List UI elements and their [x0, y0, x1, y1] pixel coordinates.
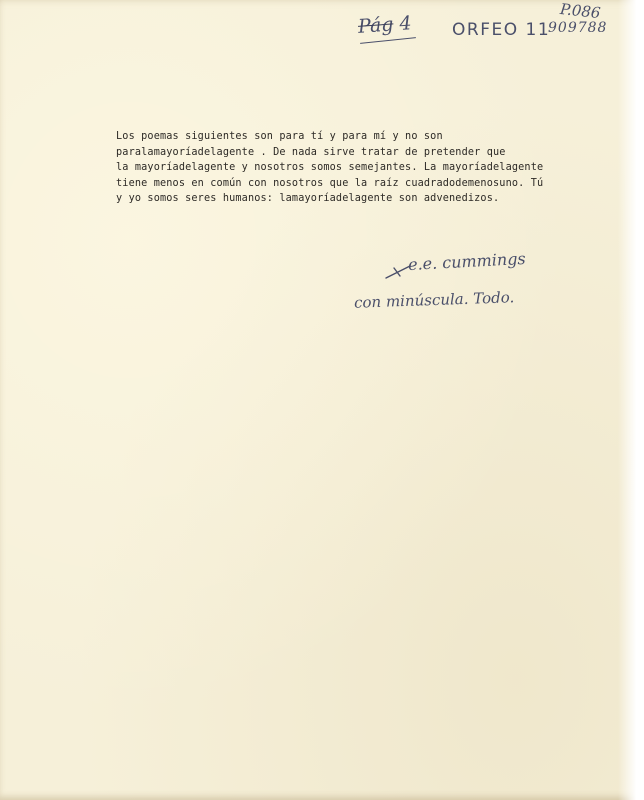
page-annotation-number: 4 [398, 12, 413, 35]
typed-line: la mayoríadelagente y nosotros somos semejantes. La mayoríadelagente [116, 162, 544, 174]
signature: e.e. cummings [407, 248, 527, 275]
typed-line: paralamayoríadelagente . De nada sirve tratar de pretender que [116, 146, 506, 158]
signature-note: con minúscula. Todo. [353, 288, 515, 312]
page-edge [618, 0, 644, 800]
accession-number: 909788 [548, 20, 608, 36]
page-code-annotation: P.086 [559, 0, 602, 23]
typed-line: y yo somos seres humanos: lamayoríadelagente son advenedizos. [116, 193, 500, 205]
collection-annotation: ORFEO 11 [452, 20, 551, 40]
page-annotation-underline [360, 37, 416, 44]
typed-line: Los poemas siguientes son para tí y para mí y no son [116, 131, 443, 142]
page-annotation-struck: Pág [357, 13, 395, 38]
typed-line: tiene menos en común con nosotros que la raíz cuadradodemenosuno. Tú [116, 177, 544, 189]
page-annotation [357, 12, 412, 38]
typed-paragraph [116, 129, 616, 207]
